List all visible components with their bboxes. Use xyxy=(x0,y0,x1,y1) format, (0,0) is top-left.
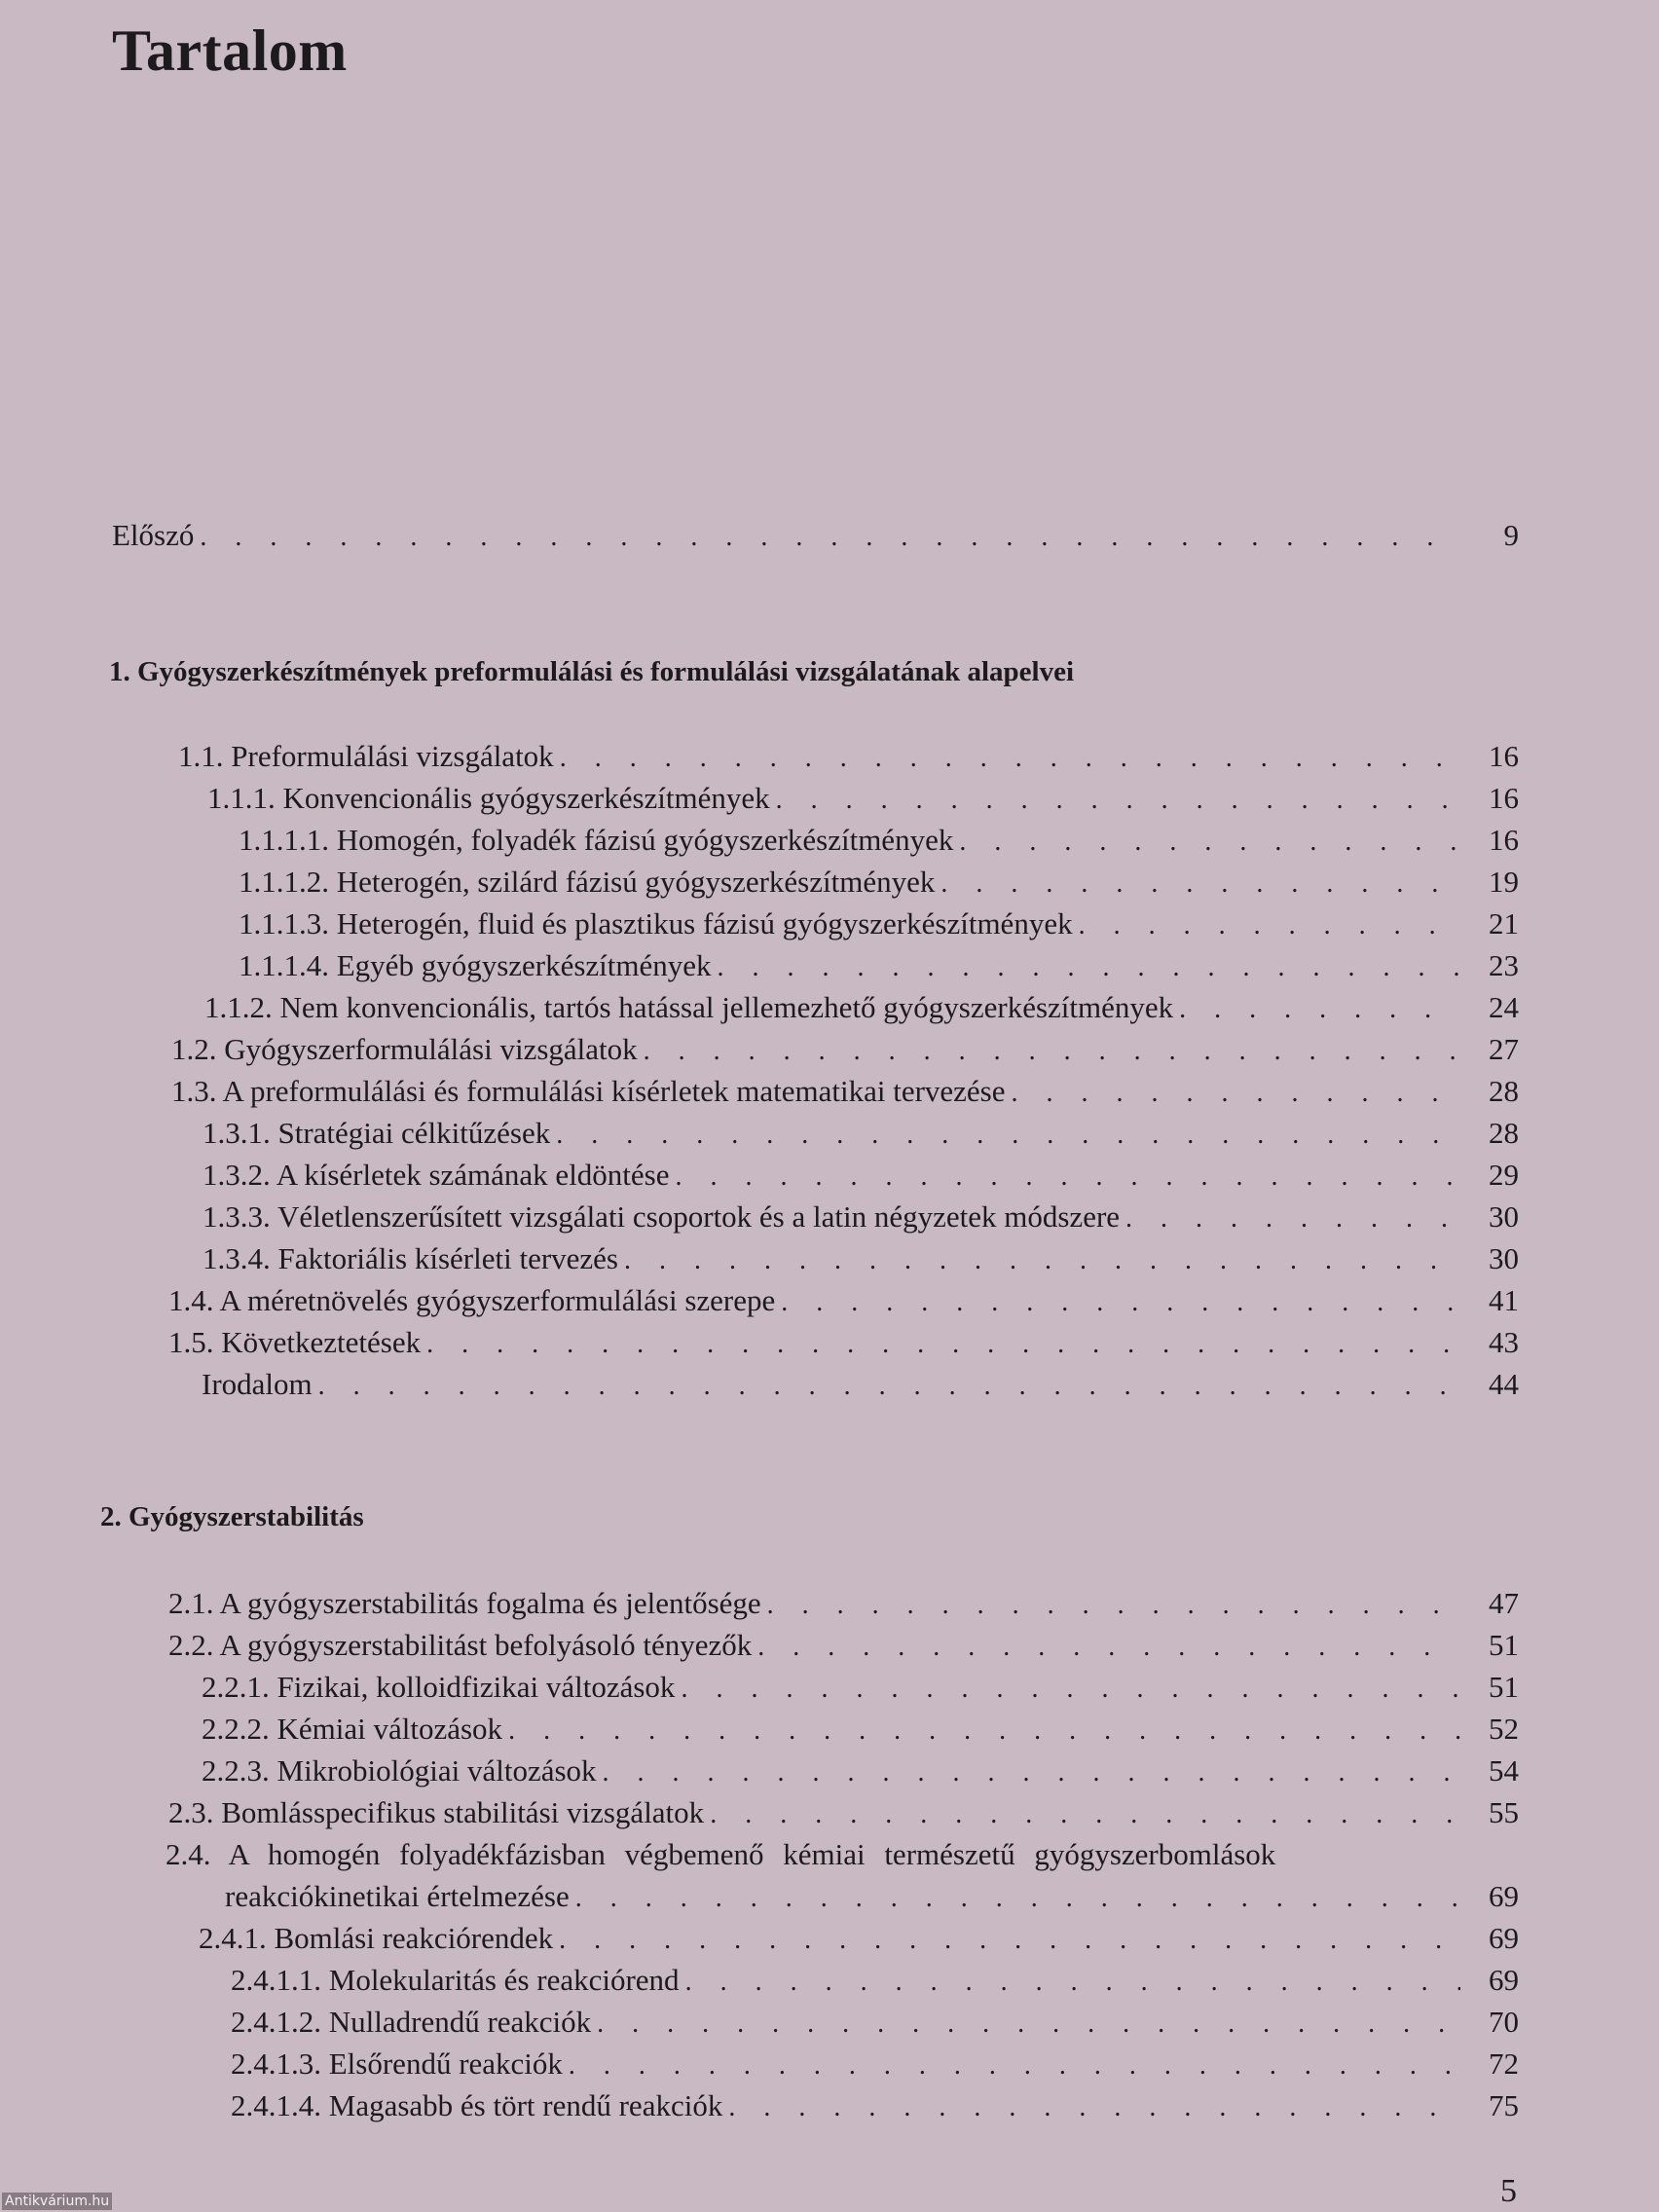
toc-entry-label: 2.4.1.1. Molekularitás és reakciórend xyxy=(231,1963,680,1997)
leader-dots xyxy=(200,518,1460,557)
toc-entry-label: 2.2.3. Mikrobiológiai változások xyxy=(202,1753,597,1788)
toc-entry-page: 30 xyxy=(1489,1241,1519,1275)
toc-entry[interactable] xyxy=(204,988,1519,1027)
toc-entry-label: 2.4.1.3. Elsőrendű reakciók xyxy=(231,2046,563,2081)
toc-entry[interactable] xyxy=(168,1584,1519,1623)
toc-entry-page: 69 xyxy=(1489,1921,1519,1955)
toc-entry-label: 2.1. A gyógyszerstabilitás fogalma és jelentősége xyxy=(168,1586,761,1620)
page-title: Tartalom xyxy=(112,18,348,83)
leader-dots xyxy=(959,823,1460,862)
leader-dots xyxy=(569,2046,1460,2085)
toc-entry[interactable] xyxy=(168,1323,1519,1362)
toc-entry-label: 2.2. A gyógyszerstabilitást befolyásoló tényezők xyxy=(168,1628,753,1662)
toc-entry-label: reakciókinetikai értelmezése xyxy=(225,1879,570,1913)
toc-entry[interactable] xyxy=(239,946,1519,985)
toc-entry-label: 1.1.1.1. Homogén, folyadék fázisú gyógyszerkészítmények xyxy=(239,823,954,857)
chapter-heading[interactable]: 2. Gyógyszerstabilitás xyxy=(100,1501,364,1532)
leader-dots xyxy=(718,948,1460,987)
leader-dots xyxy=(603,1753,1460,1792)
leader-dots xyxy=(781,1283,1460,1322)
leader-dots xyxy=(940,865,1460,903)
leader-dots xyxy=(556,1116,1460,1155)
toc-entry-label: 1.1. Preformulálási vizsgálatok xyxy=(178,739,554,773)
toc-entry-page: 24 xyxy=(1489,990,1519,1024)
toc-entry-page: 27 xyxy=(1489,1032,1519,1066)
toc-entry-page: 47 xyxy=(1489,1586,1519,1620)
leader-dots xyxy=(597,2005,1460,2044)
toc-entry-page: 16 xyxy=(1489,739,1519,773)
toc-entry-label: 1.3.3. Véletlenszerűsített vizsgálati csoportok és a latin négyzetek módszere xyxy=(203,1199,1121,1234)
toc-entry-label: 1.2. Gyógyszerformulálási vizsgálatok xyxy=(171,1032,638,1066)
toc-entry-label: 1.4. A méretnövelés gyógyszerformulálási szerepe xyxy=(168,1283,776,1317)
toc-entry-page: 23 xyxy=(1489,948,1519,982)
toc-entry[interactable] xyxy=(203,1114,1519,1153)
toc-entry[interactable] xyxy=(199,1919,1519,1958)
toc-entry[interactable] xyxy=(202,1365,1519,1404)
toc-entry-page: 51 xyxy=(1489,1670,1519,1704)
toc-entry[interactable] xyxy=(168,1793,1519,1832)
toc-entry-label: 2.4.1.2. Nulladrendű reakciók xyxy=(231,2005,592,2039)
toc-entry[interactable] xyxy=(202,1751,1519,1790)
toc-entry-label: 1.1.1.3. Heterogén, fluid és plasztikus fázisú gyógyszerkészítmények xyxy=(239,906,1073,940)
leader-dots xyxy=(757,1628,1460,1667)
toc-entry-page: 69 xyxy=(1489,1879,1519,1913)
toc-entry-label: 1.3.4. Faktoriális kísérleti tervezés xyxy=(203,1241,618,1275)
toc-entry[interactable] xyxy=(231,2045,1519,2083)
toc-entry-page: 55 xyxy=(1489,1795,1519,1829)
toc-entry-label: Előszó xyxy=(112,518,195,552)
toc-entry-page: 43 xyxy=(1489,1325,1519,1359)
toc-entry-page: 16 xyxy=(1489,781,1519,815)
leader-dots xyxy=(560,739,1460,778)
leader-dots xyxy=(1079,906,1460,945)
toc-entry-page: 69 xyxy=(1489,1963,1519,1997)
toc-entry-label: 1.5. Következtetések xyxy=(168,1325,422,1359)
toc-entry[interactable] xyxy=(239,863,1519,902)
toc-entry-page: 41 xyxy=(1489,1283,1519,1317)
toc-entry[interactable] xyxy=(202,1710,1519,1749)
leader-dots xyxy=(685,1963,1460,2002)
toc-entry[interactable] xyxy=(171,1030,1519,1069)
toc-entry-page: 51 xyxy=(1489,1628,1519,1662)
toc-entry[interactable] xyxy=(225,1877,1519,1916)
toc-entry-label: 1.1.1.4. Egyéb gyógyszerkészítmények xyxy=(239,948,712,982)
toc-entry-page: 52 xyxy=(1489,1712,1519,1746)
toc-entry-label: 2.4.1.4. Magasabb és tört rendű reakciók xyxy=(231,2088,723,2122)
leader-dots xyxy=(559,1921,1460,1960)
toc-entry-first-line[interactable]: 2.4. A homogén folyadékfázisban végbemenő kémiai természetű gyógyszerbomlások xyxy=(166,1837,1276,1871)
toc-entry[interactable] xyxy=(231,2086,1519,2125)
toc-entry[interactable] xyxy=(231,2003,1519,2042)
toc-entry-page: 44 xyxy=(1489,1367,1519,1401)
toc-entry[interactable] xyxy=(202,1668,1519,1707)
toc-entry-page: 28 xyxy=(1489,1116,1519,1150)
leader-dots xyxy=(318,1367,1460,1406)
toc-entry-label: 2.2.2. Kémiai változások xyxy=(202,1712,503,1746)
toc-entry-page: 75 xyxy=(1489,2088,1519,2122)
toc-entry-page: 16 xyxy=(1489,823,1519,857)
leader-dots xyxy=(624,1241,1460,1280)
leader-dots xyxy=(575,1879,1460,1918)
leader-dots xyxy=(676,1158,1460,1197)
watermark: Antikvárium.hu xyxy=(2,2193,112,2210)
leader-dots xyxy=(728,2088,1460,2127)
toc-entry-page: 29 xyxy=(1489,1158,1519,1192)
leader-dots xyxy=(1179,990,1460,1029)
page-number: 5 xyxy=(1500,2173,1517,2209)
toc-entry[interactable] xyxy=(207,779,1519,818)
toc-entry-page: 70 xyxy=(1489,2005,1519,2039)
leader-dots xyxy=(710,1795,1460,1834)
leader-dots xyxy=(776,781,1460,820)
toc-entry-label: 1.3. A preformulálási és formulálási kísérletek matematikai tervezése xyxy=(171,1074,1006,1108)
toc-entry-page: 9 xyxy=(1503,518,1519,552)
toc-entry[interactable] xyxy=(171,1072,1519,1111)
toc-entry[interactable] xyxy=(203,1198,1519,1236)
leader-dots xyxy=(1125,1199,1460,1238)
toc-entry-label: 2.3. Bomlásspecifikus stabilitási vizsgálatok xyxy=(168,1795,705,1829)
chapter-heading[interactable]: 1. Gyógyszerkészítmények preformulálási és formulálási vizsgálatának alapelvei xyxy=(109,656,1075,687)
toc-entry[interactable] xyxy=(203,1239,1519,1278)
leader-dots xyxy=(426,1325,1460,1364)
leader-dots xyxy=(767,1586,1460,1625)
toc-entry[interactable] xyxy=(203,1156,1519,1195)
toc-entry-label: Irodalom xyxy=(202,1367,313,1401)
toc-entry-label: 1.1.1. Konvencionális gyógyszerkészítmények xyxy=(207,781,770,815)
toc-entry-page: 72 xyxy=(1489,2046,1519,2081)
toc-entry-page: 54 xyxy=(1489,1753,1519,1788)
toc-entry-page: 28 xyxy=(1489,1074,1519,1108)
toc-entry-label: 1.1.2. Nem konvencionális, tartós hatással jellemezhető gyógyszerkészítmények xyxy=(204,990,1174,1024)
toc-entry-label: 2.4.1. Bomlási reakciórendek xyxy=(199,1921,554,1955)
leader-dots xyxy=(508,1712,1460,1751)
toc-entry[interactable] xyxy=(168,1626,1519,1665)
toc-entry[interactable] xyxy=(168,1281,1519,1320)
toc-entry[interactable] xyxy=(239,904,1519,943)
leader-dots xyxy=(1012,1074,1461,1113)
toc-entry-label: 2.2.1. Fizikai, kolloidfizikai változások xyxy=(202,1670,676,1704)
toc-entry-page: 30 xyxy=(1489,1199,1519,1234)
leader-dots xyxy=(681,1670,1460,1709)
toc-entry-label: 1.1.1.2. Heterogén, szilárd fázisú gyógyszerkészítmények xyxy=(239,865,936,899)
toc-entry[interactable] xyxy=(112,516,1519,555)
toc-entry-page: 19 xyxy=(1489,865,1519,899)
toc-entry-label: 1.3.2. A kísérletek számának eldöntése xyxy=(203,1158,670,1192)
toc-entry[interactable] xyxy=(231,1961,1519,2000)
toc-entry-page: 21 xyxy=(1489,906,1519,940)
toc-entry-label: 1.3.1. Stratégiai célkitűzések xyxy=(203,1116,551,1150)
leader-dots xyxy=(644,1032,1460,1071)
toc-entry[interactable] xyxy=(239,821,1519,860)
toc-entry[interactable] xyxy=(178,737,1519,776)
